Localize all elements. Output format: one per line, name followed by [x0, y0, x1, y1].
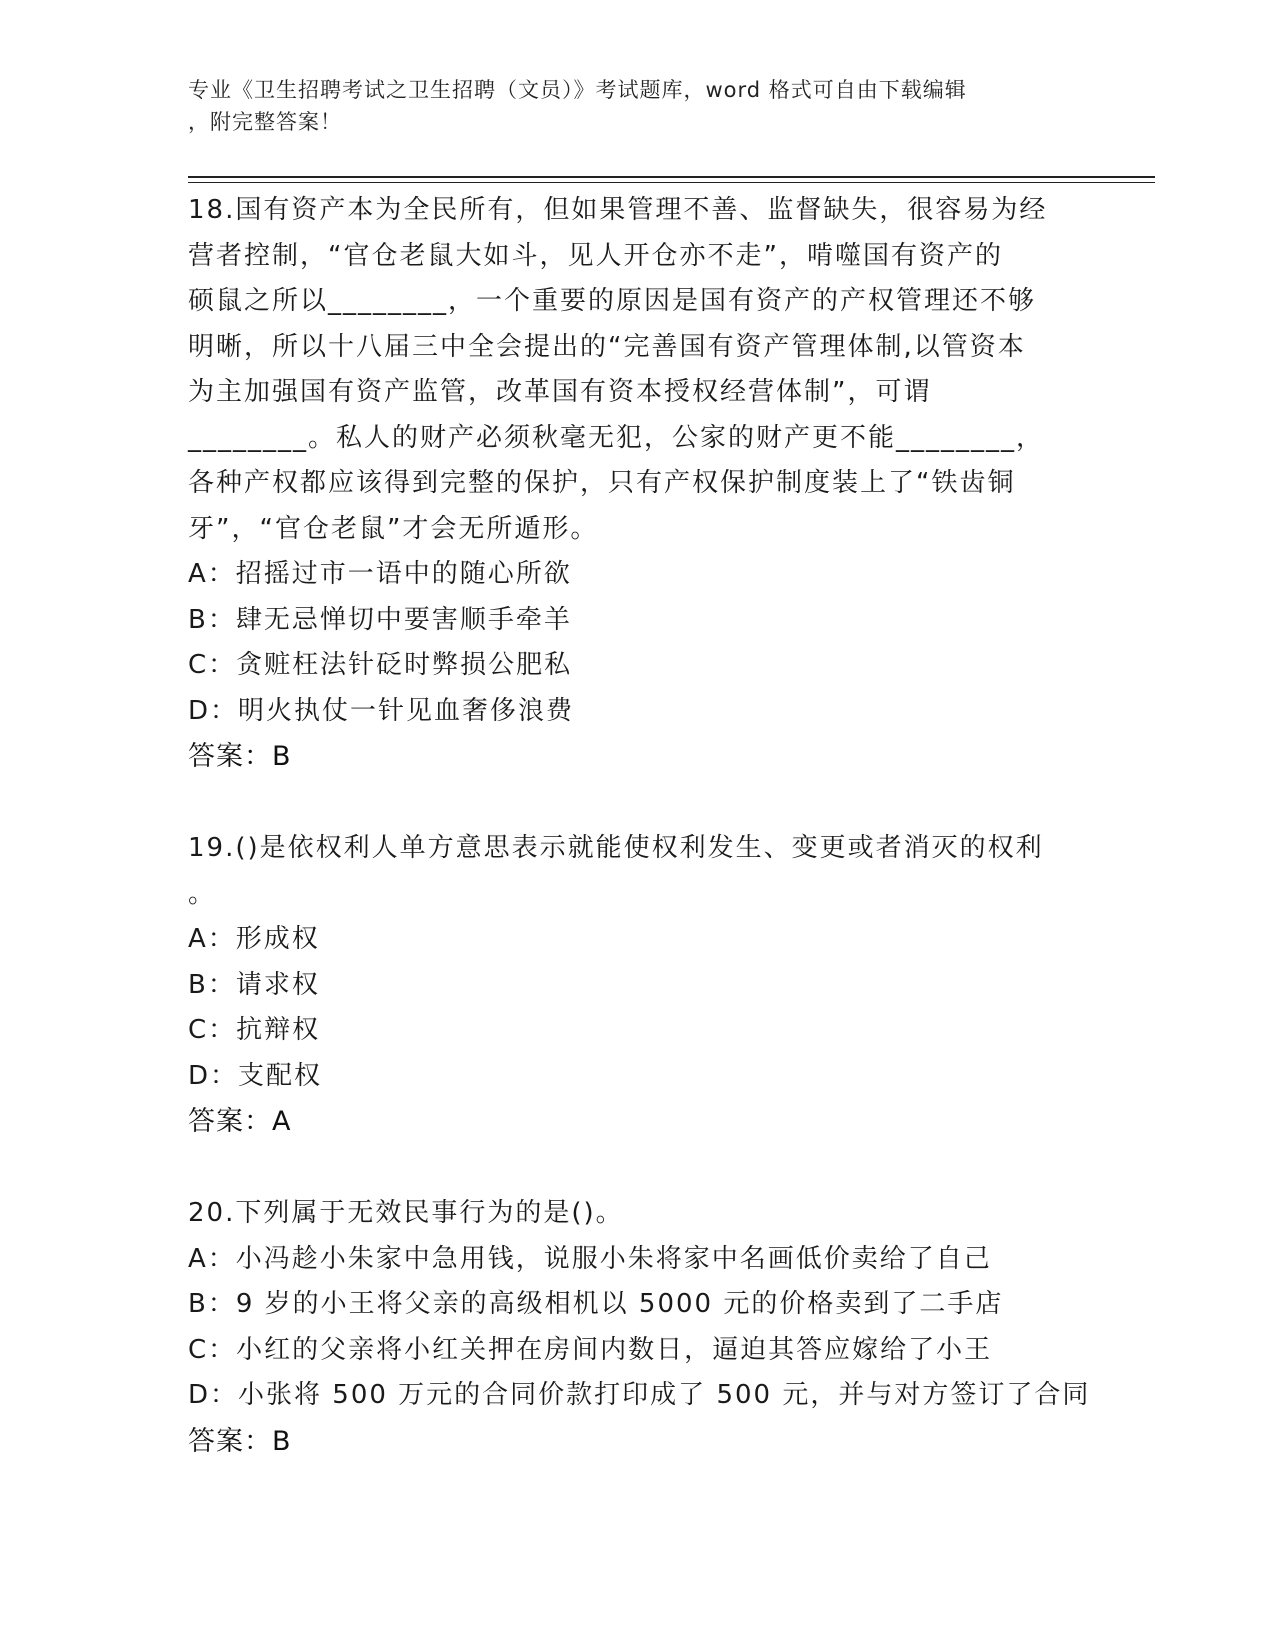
question-stem-line: 19.()是依权利人单方意思表示就能使权利发生、变更或者消灭的权利: [188, 833, 1044, 863]
option-b: B：请求权: [188, 969, 320, 1000]
option-a: A：形成权: [188, 924, 320, 954]
document-header: [188, 74, 1068, 138]
header-divider-thin: [188, 182, 1155, 183]
question-stem-line: 各种产权都应该得到完整的保护，只有产权保护制度装上了“铁齿铜: [188, 468, 1016, 498]
header-line-2: ，附完整答案！: [188, 110, 342, 134]
question-stem-line: 牙”，“官仓老鼠”才会无所遁形。: [188, 513, 599, 544]
option-d: D：明火执仗一针见血奢侈浪费: [188, 695, 575, 726]
option-c: C：贪赃枉法针砭时弊损公肥私: [188, 650, 573, 680]
question-stem-line: 营者控制，“官仓老鼠大如斗，见人开仓亦不走”，啃噬国有资产的: [188, 240, 1003, 271]
question-stem-line: 明晰，所以十八届三中全会提出的“完善国有资产管理体制,以管资本: [188, 331, 1026, 362]
option-a: A：招摇过市一语中的随心所欲: [188, 559, 572, 589]
option-b: B：9 岁的小王将父亲的高级相机以 5000 元的价格卖到了二手店: [188, 1289, 1004, 1319]
option-b: B：肆无忌惮切中要害顺手牵羊: [188, 604, 572, 635]
question-stem-line: 18.国有资产本为全民所有，但如果管理不善、监督缺失，很容易为经: [188, 195, 1048, 225]
question-stem-line: 20.下列属于无效民事行为的是()。: [188, 1198, 624, 1228]
question-stem-line: 硕鼠之所以________，一个重要的原因是国有资产的产权管理还不够: [188, 286, 1037, 316]
question-20: [188, 1191, 1091, 1464]
option-c: C：小红的父亲将小红关押在房间内数日，逼迫其答应嫁给了小王: [188, 1334, 993, 1365]
option-d: D：小张将 500 万元的合同价款打印成了 500 元，并与对方签订了合同: [188, 1380, 1091, 1410]
option-c: C：抗辩权: [188, 1015, 321, 1045]
question-19: [188, 826, 1088, 1145]
header-divider-thick: [188, 176, 1155, 178]
answer-label: 答案：A: [188, 1106, 292, 1137]
question-18: [188, 188, 1088, 780]
answer-label: 答案：B: [188, 741, 292, 772]
question-stem-line: 。: [188, 878, 217, 909]
header-line-1: 专业《卫生招聘考试之卫生招聘（文员）》考试题库，word 格式可自由下载编辑: [188, 78, 967, 102]
option-d: D：支配权: [188, 1060, 323, 1091]
answer-label: 答案：B: [188, 1425, 292, 1457]
question-stem-line: 为主加强国有资产监管，改革国有资本授权经营体制”，可谓: [188, 377, 932, 407]
question-stem-line: ________。私人的财产必须秋毫无犯，公家的财产更不能________，: [188, 422, 1045, 453]
option-a: A：小冯趁小朱家中急用钱，说服小朱将家中名画低价卖给了自己: [188, 1243, 992, 1274]
